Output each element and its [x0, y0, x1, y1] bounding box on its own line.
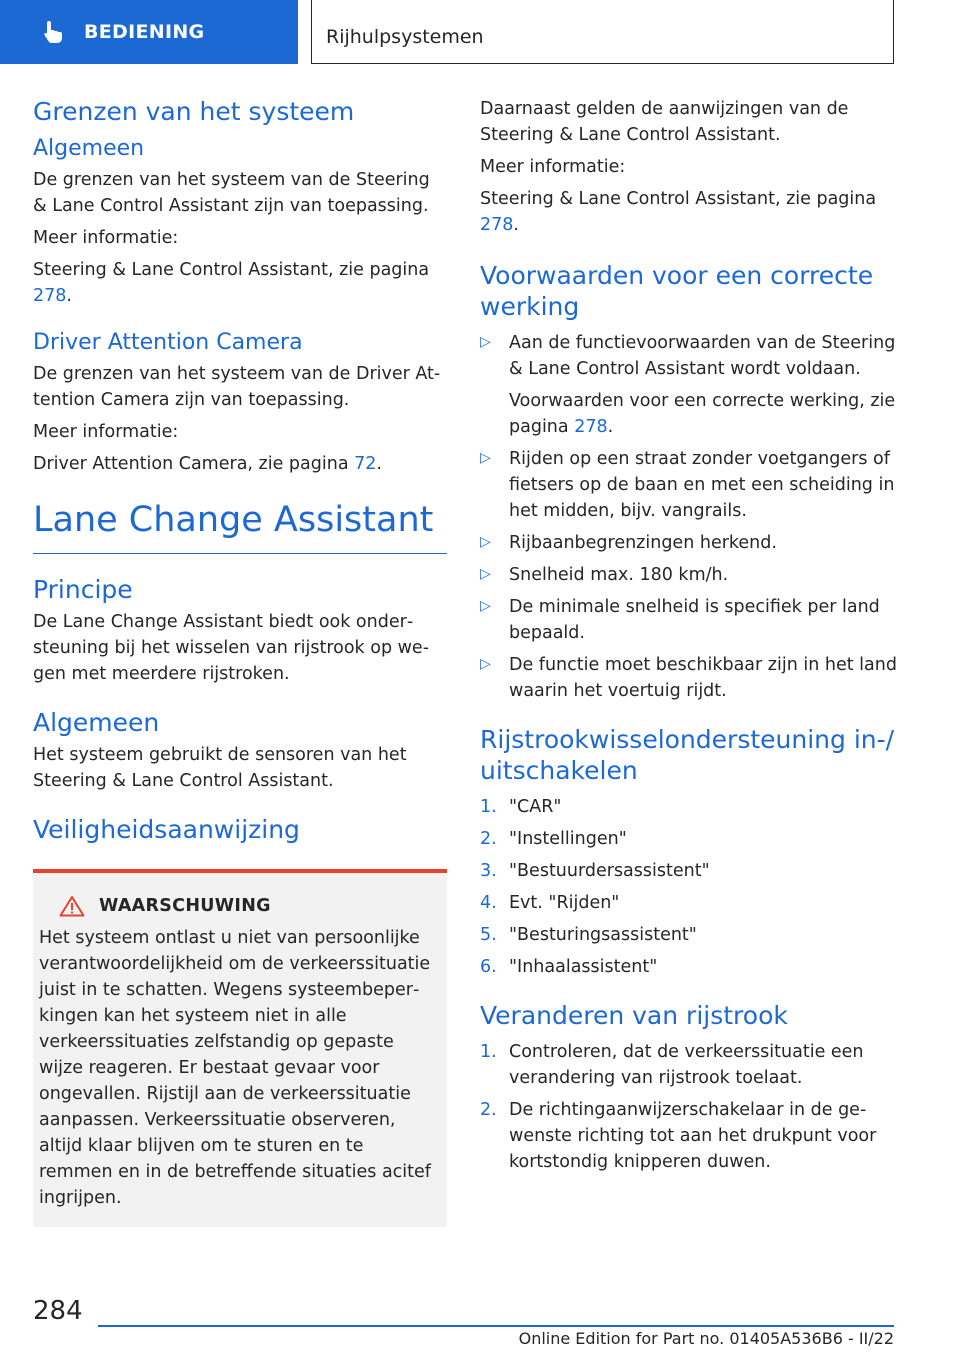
principle-text: De Lane Change Assistant biedt ook ondersteuning bij het wisselen van rijstrook op wegen met meerdere rijstroken. [33, 612, 430, 684]
list-item: 2. De richtingaanwijzerschakelaar in de gewenste richting tot aan het drukpunt voor kortstondig knipperen duwen. [480, 1100, 877, 1172]
list-item: ▷ Snelheid max. 180 km/h. [480, 565, 729, 585]
dac-text: De grenzen van het systeem van de Driver Attention Camera zijn van toepassing. [33, 364, 441, 410]
hand-pointer-icon [40, 19, 66, 45]
list-item: 2. "Instellingen" [480, 829, 627, 849]
left-column [33, 96, 447, 1227]
list-item: ▷ De functie moet beschikbaar zijn in het land waarin het voertuig rijdt. [480, 655, 897, 701]
page-link[interactable]: 72 [354, 454, 377, 474]
chapter-header [311, 0, 894, 64]
heading-dac: Driver Attention Camera [33, 330, 303, 355]
list-item: 1. Controleren, dat de verkeerssituatie een verandering van rijstrook toelaat. [480, 1042, 864, 1088]
intro-text: Daarnaast gelden de aanwijzingen van de Steering & Lane Control Assistant. [480, 99, 849, 145]
heading-conditions: Voorwaarden voor een correcte werking [480, 261, 874, 321]
footer-divider [98, 1325, 894, 1327]
chapter-heading-lca: Lane Change Assistant [33, 499, 447, 554]
warning-text: Het systeem ontlast u niet van persoonlijke verantwoordelijkheid om de verkeerssituatie juist in te schatten. Wegens systeembeperkingen kan het systeem niet in alle verkeerssituaties zelfstandig op gepaste wijze reageren. Er bestaat gevaar voor ongevallen. Rijstijl aan de verkeerssituatie aanpassen. Verkeerssituatie observeren, altijd klaar blijven om te sturen en te remmen en in de betreffende situaties acitef ingrijpen. [39, 928, 431, 1208]
list-item: ▷ De minimale snelheid is specifiek per land bepaald. [480, 597, 880, 643]
heading-general-1: Algemeen [33, 136, 145, 161]
conditions-list [480, 330, 900, 704]
triangle-bullet-icon: ▷ [480, 534, 491, 550]
general-1-more: Meer informatie: [33, 228, 179, 248]
heading-general-2: Algemeen [33, 708, 160, 737]
heading-limits: Grenzen van het systeem [33, 97, 355, 126]
triangle-bullet-icon: ▷ [480, 598, 491, 614]
triangle-bullet-icon: ▷ [480, 656, 491, 672]
list-item: 3. "Bestuurdersassistent" [480, 861, 710, 881]
general-1-ref: Steering & Lane Control Assistant, zie pagina 278. [33, 260, 430, 306]
list-item: ▷ Aan de functievoorwaarden van de Steering & Lane Control Assistant wordt voldaan. Voorwaarden voor een correcte werking, zie pagina 278. [480, 333, 896, 437]
edition-note: Online Edition for Part no. 01405A536B6 - II/22 [518, 1329, 894, 1348]
list-item: 5. "Besturingsassistent" [480, 925, 697, 945]
heading-principle: Principe [33, 575, 133, 604]
triangle-bullet-icon: ▷ [480, 566, 491, 582]
change-steps [480, 1039, 900, 1175]
right-column [480, 96, 900, 1181]
general-1-text: De grenzen van het systeem van de Steering & Lane Control Assistant zijn van toepassing. [33, 170, 430, 216]
section-tab [0, 0, 298, 64]
page-number: 284 [33, 1296, 83, 1326]
triangle-bullet-icon: ▷ [480, 450, 491, 466]
warning-title: WAARSCHUWING [99, 896, 271, 916]
warning-triangle-icon [59, 895, 85, 917]
intro-more: Meer informatie: [480, 157, 626, 177]
dac-ref: Driver Attention Camera, zie pagina 72. [33, 454, 382, 474]
page-link[interactable]: 278 [480, 215, 514, 235]
heading-toggle: Rijstrookwisselondersteuning in-/ uitschakelen [480, 725, 895, 785]
warning-header [43, 895, 433, 917]
triangle-bullet-icon: ▷ [480, 334, 491, 350]
warning-box [33, 869, 447, 1227]
heading-change-lane: Veranderen van rijstrook [480, 1001, 788, 1030]
heading-safety: Veiligheidsaanwijzing [33, 815, 300, 844]
page-link[interactable]: 278 [33, 286, 67, 306]
section-label: BEDIENING [84, 21, 205, 43]
general-2-text: Het systeem gebruikt de sensoren van het Steering & Lane Control Assistant. [33, 745, 407, 791]
list-item: 4. Evt. "Rijden" [480, 893, 620, 913]
list-item: 6. "Inhaalassistent" [480, 957, 658, 977]
list-item: ▷ Rijbaanbegrenzingen herkend. [480, 533, 777, 553]
dac-more: Meer informatie: [33, 422, 179, 442]
page-link[interactable]: 278 [574, 417, 608, 437]
list-item: 1. "CAR" [480, 797, 562, 817]
intro-ref: Steering & Lane Control Assistant, zie pagina 278. [480, 189, 877, 235]
list-item: ▷ Rijden op een straat zonder voetgangers of fietsers op de baan en met een scheiding in het midden, bijv. vangrails. [480, 449, 895, 521]
chapter-title: Rijhulpsystemen [326, 26, 484, 48]
toggle-steps [480, 794, 900, 980]
